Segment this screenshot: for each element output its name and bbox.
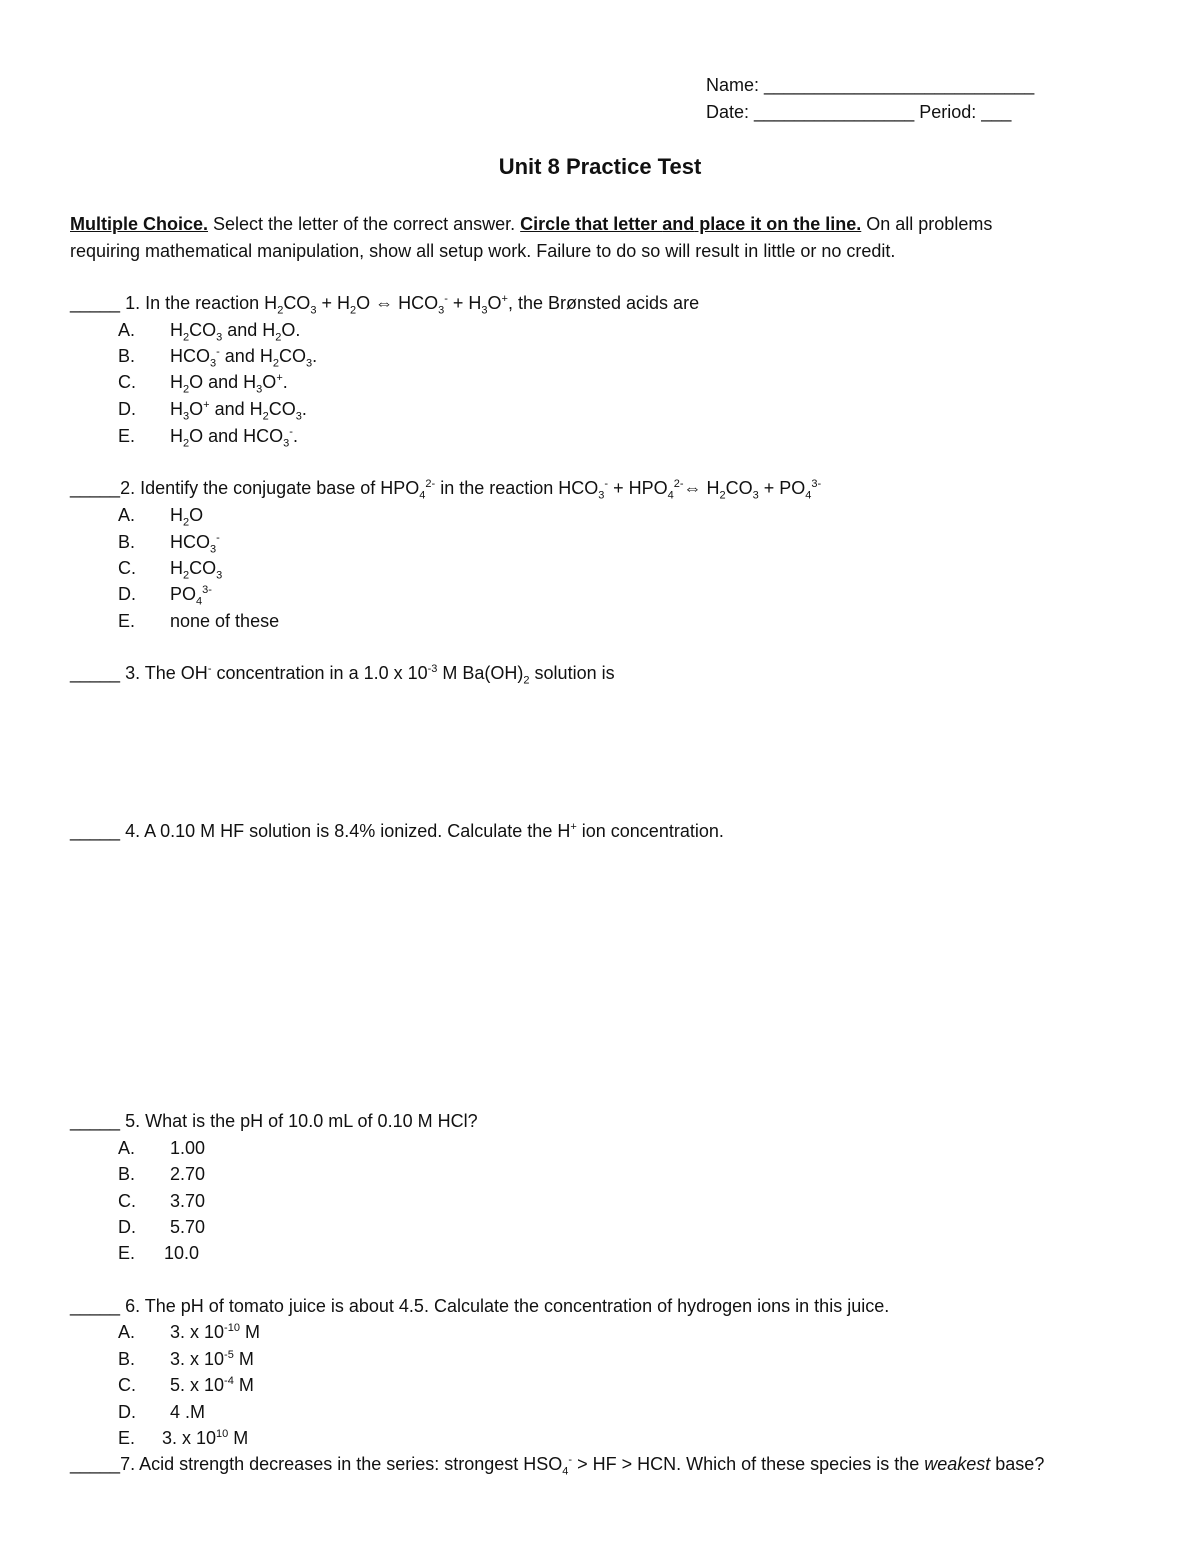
opt-part: H — [170, 558, 183, 578]
instructions-line-1 — [70, 213, 992, 235]
opt-part: O — [262, 372, 277, 392]
opt-sub: 3 — [210, 543, 217, 556]
opt-sup: -5 — [224, 1349, 234, 1361]
opt-sub: 2 — [275, 331, 282, 344]
opt-part: O. — [281, 320, 301, 340]
opt-part: CO — [189, 558, 217, 578]
opt-part: O — [189, 399, 204, 419]
option-letter: D. — [118, 1217, 136, 1237]
opt-part: CO — [189, 320, 217, 340]
opt-part: and H — [209, 399, 263, 419]
opt-part: H — [170, 426, 183, 446]
opt-part: O and HCO — [189, 426, 284, 446]
opt-part: . — [292, 426, 298, 446]
opt-sup: - — [216, 346, 220, 358]
opt-part: and H — [219, 346, 273, 366]
q4-sup: + — [570, 821, 577, 833]
q4-text: ion concentration. — [576, 821, 724, 841]
q7-text: > HF > HCN. Which of these species is the — [572, 1454, 925, 1474]
instructions-line-2: requiring mathematical manipulation, show all setup work. Failure to do so will result in little or no credit. — [70, 241, 896, 261]
opt-sub: 3 — [210, 357, 217, 370]
q2-sup: 3- — [811, 478, 822, 490]
opt-part: 1.00 — [170, 1138, 206, 1158]
option-letter: C. — [118, 558, 136, 578]
opt-sub: 2 — [183, 569, 190, 582]
opt-sup: 3- — [202, 584, 212, 596]
question-number: 4. — [125, 821, 141, 841]
q1-sup: + — [501, 293, 508, 305]
q2-text: CO — [725, 478, 753, 498]
question-1 — [70, 292, 700, 317]
opt-part: . — [312, 346, 318, 366]
q1-sub: 3 — [438, 304, 445, 317]
question-3 — [70, 662, 615, 687]
instructions-bold1: Circle that letter — [520, 214, 663, 234]
page-title: Unit 8 Practice Test — [498, 154, 702, 179]
opt-part: and H — [222, 320, 276, 340]
q2-sub: 2 — [719, 489, 726, 502]
opt-sup: - — [289, 426, 293, 438]
opt-part: 3. x 10 — [170, 1322, 225, 1342]
opt-sup: + — [276, 372, 283, 384]
date-blank[interactable]: ________________ — [754, 102, 915, 122]
period-label: Period: — [919, 102, 977, 122]
opt-sub: 2 — [262, 410, 269, 423]
q1-sub: 3 — [310, 304, 317, 317]
q7-sup: - — [568, 1454, 573, 1466]
answer-blank[interactable]: _____ — [70, 478, 121, 498]
opt-part: CO — [268, 399, 296, 419]
period-blank[interactable]: ___ — [981, 102, 1012, 122]
answer-blank[interactable]: _____ — [70, 1111, 121, 1131]
q2-text: in the reaction HCO — [435, 478, 599, 498]
option-letter: A. — [118, 505, 136, 525]
opt-part: . — [282, 372, 288, 392]
option-letter: A. — [118, 320, 136, 340]
q3-text: The OH — [144, 663, 208, 683]
question-5 — [70, 1110, 478, 1132]
opt-part: O and H — [189, 372, 257, 392]
instructions-label: Multiple Choice. — [70, 214, 209, 234]
opt-part: HCO — [170, 346, 210, 366]
q2-text: + HPO — [608, 478, 668, 498]
opt-part: H — [170, 372, 183, 392]
opt-part: 4 .M — [170, 1402, 206, 1422]
name-label: Name: — [706, 75, 760, 95]
answer-blank[interactable]: _____ — [70, 293, 121, 313]
date-period-field — [706, 101, 1011, 123]
instructions-text1: Select the letter of the correct answer. — [208, 214, 521, 234]
opt-sub: 2 — [183, 331, 190, 344]
q1-text: + H — [316, 293, 350, 313]
q2-sup: 2- — [425, 478, 436, 490]
instructions-text2: On all problems — [861, 214, 993, 234]
question-number: 7. — [120, 1454, 136, 1474]
opt-sub: 3 — [283, 437, 290, 450]
name-field — [706, 74, 1034, 96]
q1-sup: - — [444, 293, 448, 305]
q1-text: + H — [447, 293, 482, 313]
option-letter: E. — [118, 426, 136, 446]
opt-part: 10.0 — [164, 1243, 200, 1263]
q3-sup: -3 — [427, 663, 438, 675]
answer-blank[interactable]: _____ — [70, 663, 121, 683]
answer-blank[interactable]: _____ — [70, 821, 121, 841]
q3-sub: 2 — [523, 674, 530, 687]
option-letter: B. — [118, 532, 136, 552]
option-letter: E. — [118, 1243, 136, 1263]
answer-blank[interactable]: _____ — [70, 1296, 121, 1316]
q2-text: + PO — [758, 478, 806, 498]
question-number: 1. — [125, 293, 141, 313]
q2-text: Identify the conjugate base of HPO — [140, 478, 420, 498]
q1-text: , the Brønsted acids are — [507, 293, 700, 313]
opt-sub: 2 — [183, 437, 190, 450]
opt-part: none of these — [170, 611, 280, 631]
opt-part: O — [189, 505, 204, 525]
question-number: 5. — [125, 1111, 141, 1131]
opt-part: H — [170, 505, 183, 525]
name-blank[interactable]: ___________________________ — [764, 75, 1035, 95]
q1-sub: 3 — [481, 304, 488, 317]
opt-part: M — [228, 1428, 249, 1448]
q2-sup: 2- — [673, 478, 684, 490]
opt-sup: + — [203, 399, 210, 411]
option-letter: D. — [118, 399, 136, 419]
opt-part: H — [170, 399, 183, 419]
opt-sub: 3 — [256, 383, 263, 396]
q1-text: CO — [283, 293, 311, 313]
option-letter: B. — [118, 1164, 136, 1184]
question-6 — [70, 1295, 889, 1317]
option-letter: B. — [118, 1349, 136, 1369]
opt-part: 2.70 — [170, 1164, 206, 1184]
opt-part: H — [170, 320, 183, 340]
opt-sub: 3 — [305, 357, 313, 370]
opt-sub: 4 — [196, 595, 203, 608]
q2-sub: 3 — [598, 489, 605, 502]
date-label: Date: — [706, 102, 750, 122]
opt-part: 3. x 10 — [162, 1428, 217, 1448]
question-4 — [70, 820, 724, 842]
option-letter: D. — [118, 1402, 136, 1422]
q2-text: ⇔ H — [683, 478, 720, 498]
q3-text: solution is — [529, 663, 615, 683]
option-letter: C. — [118, 1375, 136, 1395]
opt-part: 3. x 10 — [170, 1349, 225, 1369]
option-letter: A. — [118, 1322, 136, 1342]
opt-sub: 2 — [272, 357, 279, 370]
option-letter: E. — [118, 611, 136, 631]
q7-text: base? — [990, 1454, 1045, 1474]
option-letter: B. — [118, 346, 136, 366]
question-number: 2. — [120, 478, 136, 498]
opt-part: 5. x 10 — [170, 1375, 225, 1395]
opt-sup: 10 — [216, 1428, 229, 1440]
opt-part: PO — [170, 584, 197, 604]
q2-sub: 4 — [667, 489, 674, 502]
q2-sub: 4 — [805, 489, 812, 502]
opt-sup: - — [216, 532, 220, 544]
option-letter: C. — [118, 372, 136, 392]
q2-sub: 4 — [419, 489, 426, 502]
option-letter: D. — [118, 584, 136, 604]
question-7 — [70, 1453, 1045, 1478]
q2-sup: - — [604, 478, 609, 490]
opt-sub: 3 — [295, 410, 302, 423]
option-letter: A. — [118, 1138, 136, 1158]
opt-part: CO — [278, 346, 306, 366]
q1-text: O — [487, 293, 502, 313]
q2-sub: 3 — [752, 489, 759, 502]
q7-text: Acid strength decreases in the series: strongest HSO — [139, 1454, 563, 1474]
q3-text: M Ba(OH) — [437, 663, 524, 683]
q7-emphasis: weakest — [924, 1454, 991, 1474]
question-number: 6. — [125, 1296, 141, 1316]
q1-sub: 2 — [277, 304, 284, 317]
opt-sub: 3 — [183, 410, 190, 423]
option-letter: E. — [118, 1428, 136, 1448]
answer-blank[interactable]: _____ — [70, 1454, 121, 1474]
opt-sub: 2 — [183, 383, 190, 396]
opt-sup: -4 — [224, 1375, 234, 1387]
opt-sub: 2 — [183, 516, 190, 529]
opt-part: M — [233, 1349, 254, 1369]
q1-text: In the reaction H — [145, 293, 278, 313]
opt-sup: -10 — [224, 1322, 240, 1334]
instructions-bold2: place it on the line. — [694, 214, 862, 234]
option-letter: C. — [118, 1191, 136, 1211]
opt-part: HCO — [170, 532, 210, 552]
q3-text: concentration in a 1.0 x 10 — [211, 663, 428, 683]
opt-part: M — [233, 1375, 254, 1395]
q7-sub: 4 — [562, 1465, 569, 1478]
q6-text: The pH of tomato juice is about 4.5. Calculate the concentration of hydrogen ions in this juice. — [144, 1296, 890, 1316]
q4-text: A 0.10 M HF solution is 8.4% ionized. Calculate the H — [144, 821, 571, 841]
instructions-bold-and: and — [662, 214, 695, 234]
opt-sub: 3 — [216, 569, 223, 582]
q1-sub: 2 — [349, 304, 357, 317]
opt-part: . — [301, 399, 307, 419]
question-2 — [70, 477, 822, 502]
q3-sup: - — [207, 663, 212, 675]
question-number: 3. — [125, 663, 141, 683]
opt-part: M — [239, 1322, 260, 1342]
q1-text: O ⇔ HCO — [356, 293, 439, 313]
opt-sub: 3 — [216, 331, 223, 344]
opt-part: 3.70 — [170, 1191, 206, 1211]
opt-part: 5.70 — [170, 1217, 206, 1237]
q5-text: What is the pH of 10.0 mL of 0.10 M HCl? — [145, 1111, 478, 1131]
